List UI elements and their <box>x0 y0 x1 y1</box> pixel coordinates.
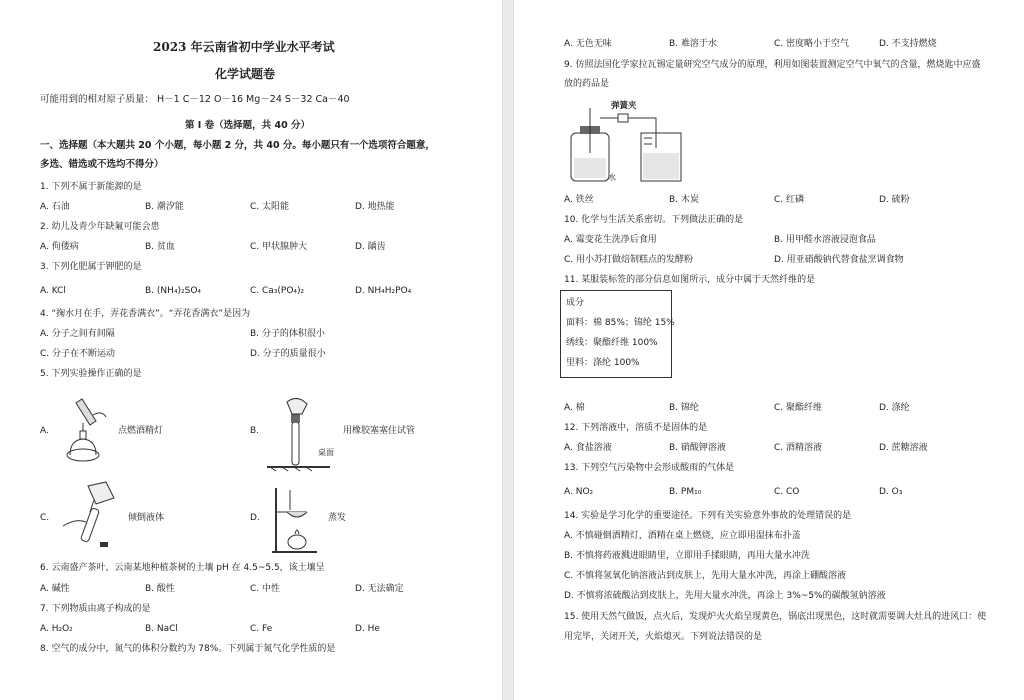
q11-stem: 11. 某服装标签的部分信息如图所示，成分中属于天然纤维的是 <box>564 275 816 285</box>
q5-a-label: 点燃酒精灯 <box>118 426 164 436</box>
q14-option-d: D. 不慎将浓硫酸沾到皮肤上，先用大量水冲洗，再涂上 3%~5%的碳酸氢钠溶液 <box>564 591 886 601</box>
q9-option-a: A. 铁丝 <box>564 195 594 205</box>
q5-option-d: D. <box>250 513 260 523</box>
q15-stem-line-1: 15. 使用天然气做饭，点火后，发现炉火火焰呈现黄色，锅底出现黑色，这时就需要调大灶具的进风口：使 <box>564 612 987 622</box>
q7-option-d: D. He <box>355 624 380 634</box>
q6-option-b: B. 酸性 <box>145 584 175 594</box>
q10-option-a: A. 霉变花生洗净后食用 <box>564 235 657 245</box>
q5-option-c: C. <box>40 513 50 523</box>
q2-option-b: B. 贫血 <box>145 242 175 252</box>
q5-d-label: 蒸发 <box>328 513 347 523</box>
q5-b-sublabel: 桌面 <box>318 448 334 457</box>
q11-option-c: C. 聚酯纤维 <box>774 403 823 413</box>
q5-stem: 5. 下列实验操作正确的是 <box>40 369 142 379</box>
label-box-fabric: 面料：棉 85%；锦纶 15% <box>566 318 675 328</box>
test-tube-stopper-icon <box>262 392 332 472</box>
label-box-thread: 绣线：聚酯纤维 100% <box>566 338 658 348</box>
q10-stem: 10. 化学与生活关系密切。下列做法正确的是 <box>564 215 744 225</box>
q11-option-a: A. 棉 <box>564 403 585 413</box>
q2-option-a: A. 佝偻病 <box>40 242 79 252</box>
q12-option-c: C. 酒精溶液 <box>774 443 823 453</box>
q3-option-a: A. KCl <box>40 286 66 296</box>
exam-subtitle: 化学试题卷 <box>215 67 276 81</box>
q13-stem: 13. 下列空气污染物中会形成酸雨的气体是 <box>564 463 735 473</box>
q15-stem-line-2: 用完毕，关闭开关，火焰熄灭。下列说法错误的是 <box>564 632 763 642</box>
q13-option-d: D. O₃ <box>879 487 903 497</box>
q11-option-b: B. 锦纶 <box>669 403 699 413</box>
q9-water-label: 水 <box>608 173 616 182</box>
q3-option-d: D. NH₄H₂PO₄ <box>355 286 412 296</box>
q4-stem: 4. “掬水月在手，弄花香满衣”。“弄花香满衣”是因为 <box>40 309 251 319</box>
q6-stem: 6. 云南盛产茶叶，云南某地种植茶树的土壤 pH 在 4.5~5.5，该土壤呈 <box>40 563 325 573</box>
q9-stem-line-1: 9. 仿照法国化学家拉瓦锡定量研究空气成分的原理，利用如图装置测定空气中氧气的含量，燃烧匙中应盛 <box>564 60 981 70</box>
q7-option-a: A. H₂O₂ <box>40 624 73 634</box>
q9-stem-line-2: 放的药品是 <box>564 79 610 89</box>
q14-option-b: B. 不慎将药液溅进眼睛里，立即用手揉眼睛，再用大量水冲洗 <box>564 551 810 561</box>
q5-option-b: B. <box>250 426 260 436</box>
label-box-title: 成分 <box>566 298 585 308</box>
section-intro-2: 多选、错选或不选均不得分） <box>40 159 164 170</box>
q9-option-c: C. 红磷 <box>774 195 805 205</box>
q6-option-d: D. 无法确定 <box>355 584 404 594</box>
right-page <box>513 0 1024 700</box>
q3-option-c: C. Ca₃(PO₄)₂ <box>250 286 305 296</box>
q5-b-label: 用橡胶塞塞住试管 <box>343 426 416 436</box>
q7-option-b: B. NaCl <box>145 624 178 634</box>
q14-stem: 14. 实验是学习化学的重要途径。下列有关实验意外事故的处理错误的是 <box>564 511 852 521</box>
q12-option-a: A. 食盐溶液 <box>564 443 612 453</box>
q12-option-d: D. 蔗糖溶液 <box>879 443 928 453</box>
q8-option-d: D. 不支持燃烧 <box>879 39 937 49</box>
label-box-lining: 里料：涤纶 100% <box>566 358 640 368</box>
q6-option-a: A. 碱性 <box>40 584 70 594</box>
q9-option-b: B. 木炭 <box>669 195 699 205</box>
q9-option-d: D. 硫粉 <box>879 195 910 205</box>
q13-option-c: C. CO <box>774 487 800 497</box>
q9-clip-label: 弹簧夹 <box>611 101 637 111</box>
q14-option-c: C. 不慎将氢氧化钠溶液沾到皮肤上，先用大量水冲洗，再涂上硼酸溶液 <box>564 571 847 581</box>
q1-option-a: A. 石油 <box>40 202 70 212</box>
q13-option-b: B. PM₁₀ <box>669 487 702 497</box>
left-page <box>0 0 503 700</box>
q8-option-c: C. 密度略小于空气 <box>774 39 850 49</box>
q4-option-b: B. 分子的体积很小 <box>250 329 325 339</box>
q2-stem: 2. 幼儿及青少年缺氟可能会患 <box>40 222 160 232</box>
q4-option-d: D. 分子的质量很小 <box>250 349 326 359</box>
q2-option-d: D. 龋齿 <box>355 242 386 252</box>
q10-option-c: C. 用小苏打做焙制糕点的发酵粉 <box>564 255 694 265</box>
q11-option-d: D. 涤纶 <box>879 403 910 413</box>
q3-option-b: B. (NH₄)₂SO₄ <box>145 286 202 296</box>
q3-stem: 3. 下列化肥属于钾肥的是 <box>40 262 142 272</box>
q14-option-a: A. 不慎碰倒酒精灯，酒精在桌上燃烧，应立即用湿抹布扑盖 <box>564 531 801 541</box>
exam-title: 2023 年云南省初中学业水平考试 <box>153 40 335 54</box>
lighting-alcohol-lamp-icon <box>58 395 113 470</box>
q10-option-b: B. 用甲醛水溶液浸泡食品 <box>774 235 876 245</box>
q6-option-c: C. 中性 <box>250 584 281 594</box>
section-heading: 第 I 卷（选择题，共 40 分） <box>185 120 310 131</box>
evaporation-setup-icon <box>262 482 327 557</box>
q10-option-d: D. 用亚硝酸钠代替食盐烹调食物 <box>774 255 904 265</box>
q12-option-b: B. 硝酸钾溶液 <box>669 443 726 453</box>
q5-c-label: 倾倒液体 <box>128 513 165 523</box>
q1-option-b: B. 潮汐能 <box>145 202 184 212</box>
q8-option-a: A. 无色无味 <box>564 39 612 49</box>
q1-option-d: D. 地热能 <box>355 202 395 212</box>
q2-option-c: C. 甲状腺肿大 <box>250 242 308 252</box>
atomic-mass-line: 可能用到的相对原子质量： H－1 C－12 O－16 Mg－24 S－32 Ca－40 <box>40 94 350 105</box>
q12-stem: 12. 下列溶液中，溶质不是固体的是 <box>564 423 708 433</box>
q1-option-c: C. 太阳能 <box>250 202 290 212</box>
q13-option-a: A. NO₂ <box>564 487 594 497</box>
q7-stem: 7. 下列物质由离子构成的是 <box>40 604 151 614</box>
q8-option-b: B. 难溶于水 <box>669 39 717 49</box>
q4-option-a: A. 分子之间有间隔 <box>40 329 115 339</box>
q8-stem: 8. 空气的成分中，氮气的体积分数约为 78%。下列属于氮气化学性质的是 <box>40 644 336 654</box>
q5-option-a: A. <box>40 426 49 436</box>
pouring-liquid-icon <box>58 478 128 553</box>
section-intro-1: 一、选择题（本大题共 20 个小题，每小题 2 分，共 40 分。每小题只有一个选项符合题意， <box>40 140 435 151</box>
page-separator <box>503 0 513 700</box>
q1-stem: 1. 下列不属于新能源的是 <box>40 182 142 192</box>
q7-option-c: C. Fe <box>250 624 273 634</box>
q4-option-c: C. 分子在不断运动 <box>40 349 116 359</box>
